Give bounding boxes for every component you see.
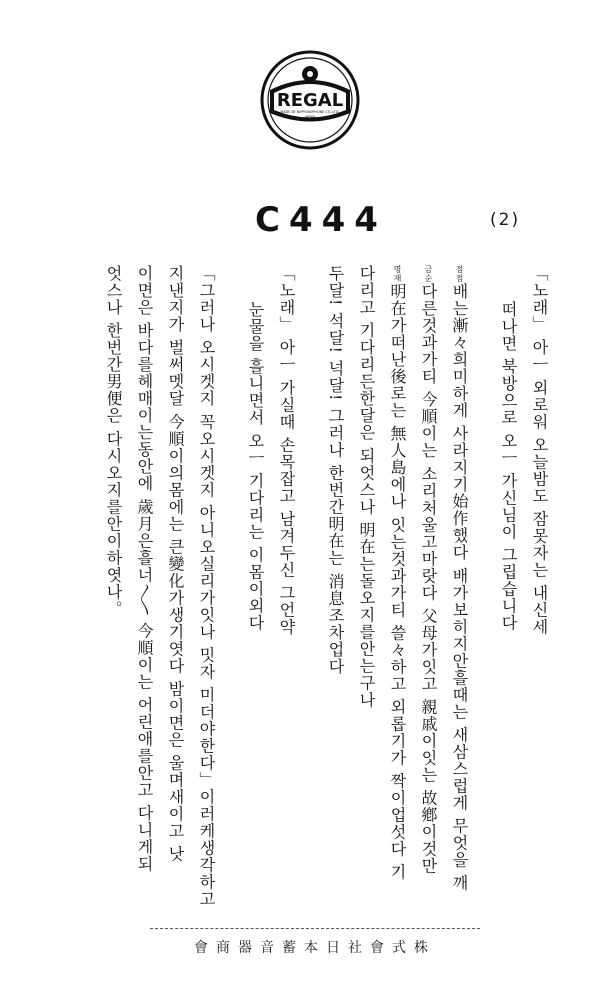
narration-line: 명재明在가떠난後로는 無人島에나 잇는것과가티 쓸々하고 외롭기가 짝이업섯다 기 bbox=[388, 265, 407, 881]
brand-place: JAPAN bbox=[305, 115, 315, 119]
ruby-gloss: 점점 bbox=[455, 265, 464, 283]
regal-label-logo bbox=[260, 50, 360, 150]
lyric-line: 「노래」 아ㅡ 외로워 오늘밤도 잠못자는 내신세 bbox=[530, 265, 549, 636]
narration-2 bbox=[98, 265, 222, 925]
publisher-footer: 株式會社日本蓄音器商會 bbox=[150, 928, 480, 957]
ruby-gloss: 금순 bbox=[424, 265, 433, 283]
brand-name: REGAL bbox=[276, 90, 344, 111]
lyric-line: 「노래」 아ㅡ 가실때 손목잡고 남겨두신 그언약 bbox=[277, 265, 296, 636]
page-number: (2) bbox=[490, 210, 521, 230]
song-verse-2 bbox=[240, 265, 302, 925]
narration-line: 두달! 석달! 넉달! 그러나 한번간明在는 消息조차업다 bbox=[326, 265, 345, 675]
brand-tagline: MADE BY NIPPONOPHONE CO.,LTD. bbox=[280, 110, 340, 114]
narration-line: 다리고 기다리든한달은 되엇스나 明在는돌오지를안는구나 bbox=[357, 265, 376, 709]
narration-line: 이면은 바다를헤매이는동안에 歲月은흘너〳〵 今順이는 어린애를안고 다니게되 bbox=[135, 265, 154, 873]
lyric-line: 떠나면 북방으로 오ㅡ 가신님이 그립습니다 bbox=[499, 301, 518, 632]
narration-line: 지낸지가 벌써멧달 今順이의몸에는 큰變化가생기엿다 밤이면은 울며새이고 낫 bbox=[166, 265, 185, 863]
narration-line: 엇스나 한번간男便은 다시오지를안이하엿나。 bbox=[104, 265, 123, 618]
catalog-number: C444 bbox=[255, 200, 387, 240]
narration-line: 금순다른것과가티 今順이는 소리처울고마랏다 父母가잇고 親戚이잇는 故鄕이것만 bbox=[419, 265, 438, 875]
ruby-gloss: 명재 bbox=[393, 265, 402, 283]
song-verse-1 bbox=[493, 265, 555, 925]
narration-1 bbox=[320, 265, 475, 925]
lyric-line: 눈물을 흘니면서 오ㅡ 기다리는 이몸이외다 bbox=[246, 301, 265, 632]
lyrics-text bbox=[65, 265, 555, 925]
narration-line: 「그러나 오시겟지 꼭오시겟지 아니오실리가잇나 밋자 미더야한다」이러케생각하고 bbox=[197, 265, 216, 908]
narration-line: 점점배는漸々희미하게 사라지기始作했다 배가보히지안흘때는 새삼스럽게 무엇을 깨 bbox=[450, 265, 469, 892]
